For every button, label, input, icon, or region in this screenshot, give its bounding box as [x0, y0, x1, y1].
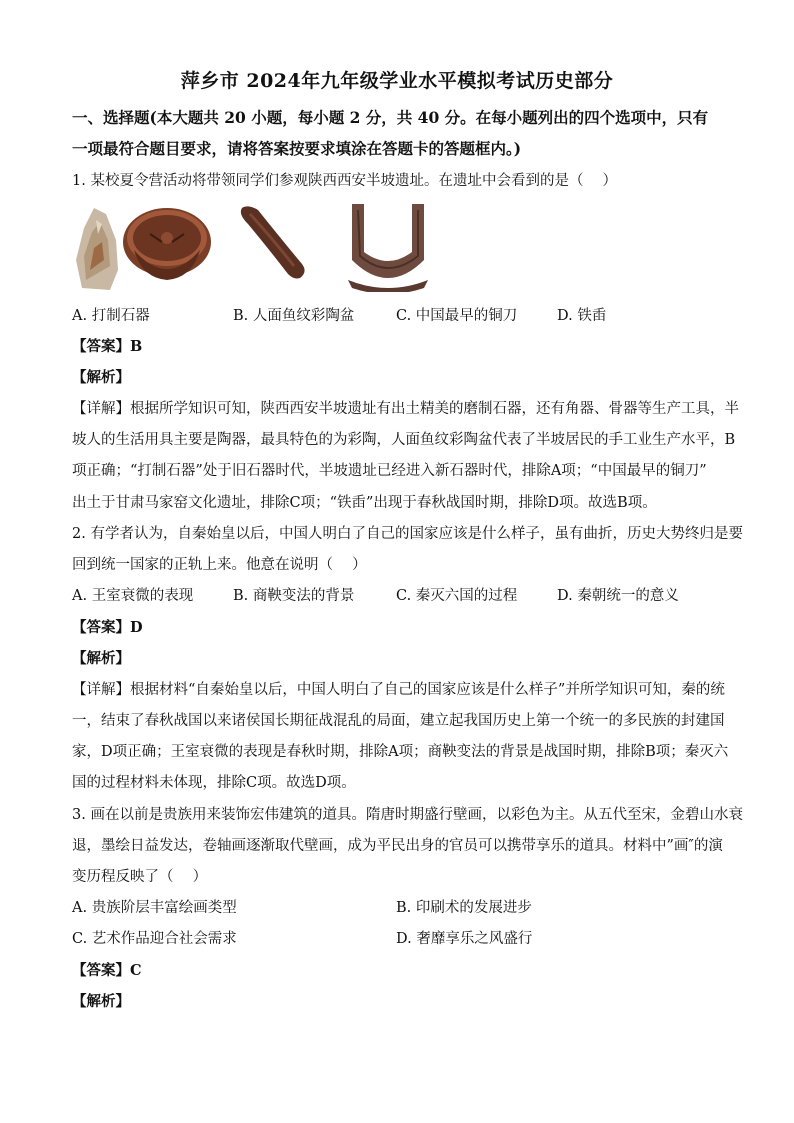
q1-analysis-label: 【解析】	[72, 369, 130, 386]
iron-tool-image	[348, 204, 428, 292]
q3-answer: 【答案】C	[72, 962, 142, 979]
q2-option-a: A. 王室衰微的表现	[72, 588, 194, 604]
q1-option-c: C. 中国最早的铜刀	[396, 308, 518, 324]
q3-stem-line-1: 3. 画在以前是贵族用来装饰宏伟建筑的道具。隋唐时期盛行壁画，以彩色为主。从五代至宋，金碧山水衰	[72, 807, 743, 823]
q1-answer: 【答案】B	[72, 338, 143, 355]
q3-option-d: D. 奢靡享乐之风盛行	[396, 931, 533, 947]
q2-stem-line-2: 回到统一国家的正轨上来。他意在说明（ ）	[72, 557, 367, 573]
q2-detail-line-3: 家，D项正确；王室衰微的表现是春秋时期，排除A项；商鞅变法的背景是战国时期，排除B项；秦灭六	[72, 744, 729, 760]
q1-detail-line-2: 坡人的生活用具主要是陶器，最具特色的为彩陶，人面鱼纹彩陶盆代表了半坡居民的手工业生产水平，B	[72, 432, 736, 448]
q3-option-a: A. 贵族阶层丰富绘画类型	[72, 900, 237, 916]
q3-option-b: B. 印刷术的发展进步	[396, 900, 532, 916]
q1-detail-line-1: 【详解】根据所学知识可知，陕西西安半坡遗址有出土精美的磨制石器，还有角器、骨器等生产工具，半	[72, 401, 739, 417]
q1-option-d: D. 铁臿	[557, 308, 607, 324]
stone-tool-image	[76, 208, 118, 290]
q3-analysis-label: 【解析】	[72, 993, 130, 1010]
q2-detail-line-2: 一，结束了春秋战国以来诸侯国长期征战混乱的局面，建立起我国历史上第一个统一的多民族的封建国	[72, 713, 725, 729]
q2-option-b: B. 商鞅变法的背景	[233, 588, 355, 604]
q3-option-c: C. 艺术作品迎合社会需求	[72, 931, 237, 947]
q1-detail-line-3: 项正确；“打制石器”处于旧石器时代，半坡遗址已经进入新石器时代，排除A项；“中国最早的铜刀”	[72, 463, 707, 479]
section-heading-line-1: 一、选择题(本大题共 20 小题，每小题 2 分，共 40 分。在每小题列出的四个选项中，只有	[72, 108, 709, 127]
q2-option-d: D. 秦朝统一的意义	[557, 588, 679, 604]
page-title: 萍乡市 2024年九年级学业水平模拟考试历史部分	[180, 70, 614, 92]
painted-pottery-basin-image	[123, 208, 211, 280]
q1-stem: 1. 某校夏令营活动将带领同学们参观陕西西安半坡遗址。在遗址中会看到的是（ ）	[72, 173, 618, 189]
q1-detail-line-4: 出土于甘肃马家窑文化遗址，排除C项；“铁臿”出现于春秋战国时期，排除D项。故选B项。	[72, 495, 657, 511]
bronze-knife-image	[241, 206, 305, 278]
q2-detail-line-1: 【详解】根据材料“自秦始皇以后，中国人明白了自己的国家应该是什么样子”并所学知识可知，秦的统	[72, 682, 725, 698]
q2-answer: 【答案】D	[72, 619, 143, 636]
q1-option-b: B. 人面鱼纹彩陶盆	[233, 308, 355, 324]
section-heading-line-2: 一项最符合题目要求，请将答案按要求填涂在答题卡的答题框内。)	[72, 139, 522, 158]
q1-artifact-images	[72, 200, 452, 292]
q2-detail-line-4: 国的过程材料未体现，排除C项。故选D项。	[72, 775, 356, 791]
artifact-images-svg	[72, 200, 452, 292]
q2-analysis-label: 【解析】	[72, 650, 130, 667]
q3-stem-line-3: 变历程反映了（ ）	[72, 869, 208, 885]
q3-stem-line-2: 退，墨绘日益发达，卷轴画逐渐取代壁画，成为平民出身的官员可以携带享乐的道具。材料中”画″的演	[72, 838, 723, 854]
q1-option-a: A. 打制石器	[72, 308, 150, 324]
q2-stem-line-1: 2. 有学者认为，自秦始皇以后，中国人明白了自己的国家应该是什么样子，虽有曲折，历史大势终归是要	[72, 526, 743, 542]
q2-option-c: C. 秦灭六国的过程	[396, 588, 518, 604]
